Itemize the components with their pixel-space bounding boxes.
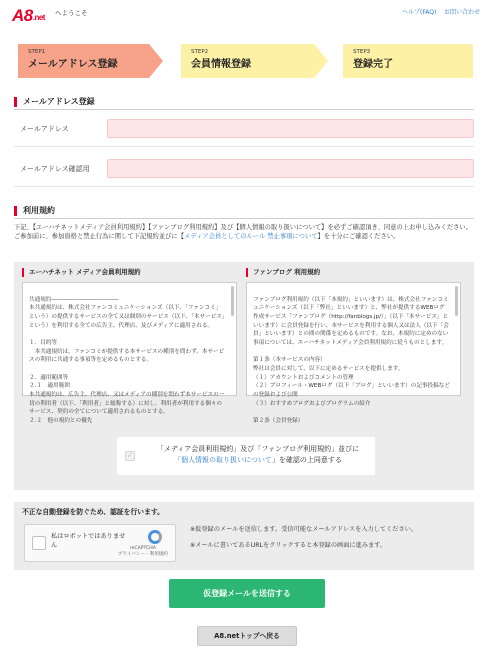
email-confirm-row-divider: [14, 186, 474, 187]
step-arrow-2: [314, 44, 328, 78]
recaptcha-widget: [24, 524, 176, 562]
terms-intro: [14, 223, 480, 242]
auth-heading: 不正な自動登録を防ぐため、認証を行います。: [22, 508, 164, 516]
auth-note-2: ※メールに書いてあるURLをクリックすると本登録の画面に進みます。: [190, 542, 387, 549]
email-row-divider: [14, 146, 474, 147]
media-terms-column: [22, 268, 237, 424]
terms-section-divider: [14, 218, 474, 219]
registration-steps: [18, 44, 473, 78]
back-to-top-button[interactable]: A8.netトップへ戻る: [197, 626, 297, 646]
auth-panel: [14, 502, 474, 570]
fanblog-terms-scrollbox[interactable]: [246, 282, 461, 424]
terms-section-heading: 利用規約: [14, 206, 55, 216]
recaptcha-brand: reCAPTCHA プライバシー - 利用規約: [117, 546, 168, 557]
agree-line1: 「メディア会員利用規約」及び「ファンブログ利用規約」並びに: [156, 445, 360, 453]
welcome-text: へようこそ: [55, 9, 88, 17]
step-1: [18, 44, 149, 78]
agree-line2: 「個人情報の取り扱いについて」を確認の上同意する: [174, 455, 342, 464]
send-provisional-email-button[interactable]: 仮登録メールを送信する: [169, 579, 325, 608]
help-faq-link[interactable]: ヘルプ(FAQ): [402, 9, 437, 16]
step-1-num: STEP1: [28, 49, 46, 55]
terms-intro-line2: ご参加前に、参加資格と禁止行為に関して下記規約並びに【メディア会員としてのルール 禁止事項について】を十分にご確認ください。: [14, 233, 400, 241]
step-3-num: STEP3: [353, 49, 371, 55]
email-label: メールアドレス: [20, 125, 69, 133]
a8-logo[interactable]: A8.net: [12, 6, 45, 25]
email-section-heading: メールアドレス登録: [14, 97, 95, 107]
terms-intro-line1: 下記、【エーハチネットメディア会員利用規約】【ファンブログ利用規約】及び【個人情報の取り扱いについて】を必ずご確認頂き、同意の上お申し込みください。: [14, 224, 473, 231]
step-3-title: 登録完了: [353, 58, 393, 70]
recaptcha-icon: [148, 530, 162, 544]
step-1-title: メールアドレス登録: [28, 58, 118, 70]
site-header: [0, 0, 488, 28]
email-confirm-label: メールアドレス確認用: [20, 165, 90, 173]
recaptcha-label: 私はロボットではありません: [51, 533, 126, 549]
media-terms-title: エーハチネット メディア会員利用規約: [22, 268, 237, 277]
email-section-divider: [14, 109, 474, 110]
media-terms-scrollbar[interactable]: [231, 286, 234, 316]
agree-text: [145, 444, 371, 466]
email-confirm-field[interactable]: [107, 159, 474, 178]
fanblog-terms-column: [246, 268, 461, 424]
recaptcha-links[interactable]: プライバシー - 利用規約: [117, 551, 168, 557]
rules-link[interactable]: メディア会員としてのルール 禁止事項について: [184, 233, 318, 241]
agree-checkbox[interactable]: ✓: [126, 451, 134, 461]
contact-link[interactable]: お問い合わせ: [444, 9, 481, 16]
auth-note-1: ※仮登録のメールを送信します。受信可能なメールアドレスを入力してください。: [190, 526, 418, 533]
step-2: [181, 44, 314, 78]
step-2-title: 会員情報登録: [191, 58, 251, 70]
email-field[interactable]: [107, 119, 474, 138]
step-2-num: STEP2: [191, 49, 209, 55]
fanblog-terms-title: ファンブログ 利用規約: [246, 268, 461, 277]
recaptcha-checkbox[interactable]: [32, 536, 46, 550]
agree-container: [117, 437, 375, 475]
media-terms-text: 共通規約―――――――――――― 本共通規約は、株式会社ファンコミュニケーションズ（以下、「ファンコミ」という）の提供するサービスの全て又は個別のサービス（以下、「本サービス」という）を利用する全ての広告主、代理店、及びメディアに適用される。 １．目的等 本共通規約は、ファンコミが提供する本サービスの種別を問わず、本サービスの利用に共通する事項等を定めるものとする。 ２．適用範囲等 ２.１ 適用範囲 本共通規約は、広告主、代理店、又はメディアの種別を問わず本サービスの一切の利用者（以下、「利用者」と総称する）に対し、利用者が利用する個々のサービス、契約の全てについて適用されるものとする。 ２.２ 他の規約との優先: [29, 296, 225, 424]
step-3: [343, 44, 473, 78]
media-terms-scrollbox[interactable]: [22, 282, 237, 424]
fanblog-terms-scrollbar[interactable]: [455, 286, 458, 316]
step-arrow-1: [149, 44, 163, 78]
privacy-link[interactable]: 「個人情報の取り扱いについて: [174, 455, 272, 464]
fanblog-terms-text: ファンブログ利用規約（以下「本規約」といいます）は、株式会社ファンコミュニケーションズ（以下「弊社」といいます）と、弊社が提供するWEBログ作成サービス「ファンブログ（http://fanblogs.jp/）」（以下「本サービス」といいます）に会員登録を行い、本サービスを利用する個人又は法人（以下「会員」といいます）との間の関係を定めるものです。なお、本規約に定めのない事項については、エーハチネットメディア会員利用規約に従うものとします。 第１条（本サービスの内容） 弊社は会員に対して、以下に定めるサービスを提供します。 （１）アカウントおよびコメントの管理 （２）プロフィール・WEBログ（以下「ブログ」といいます）の記事投稿などの登録および公開 （３）おすすめブログおよびプログラムの紹介 第２条（会員登録）: [253, 296, 450, 424]
